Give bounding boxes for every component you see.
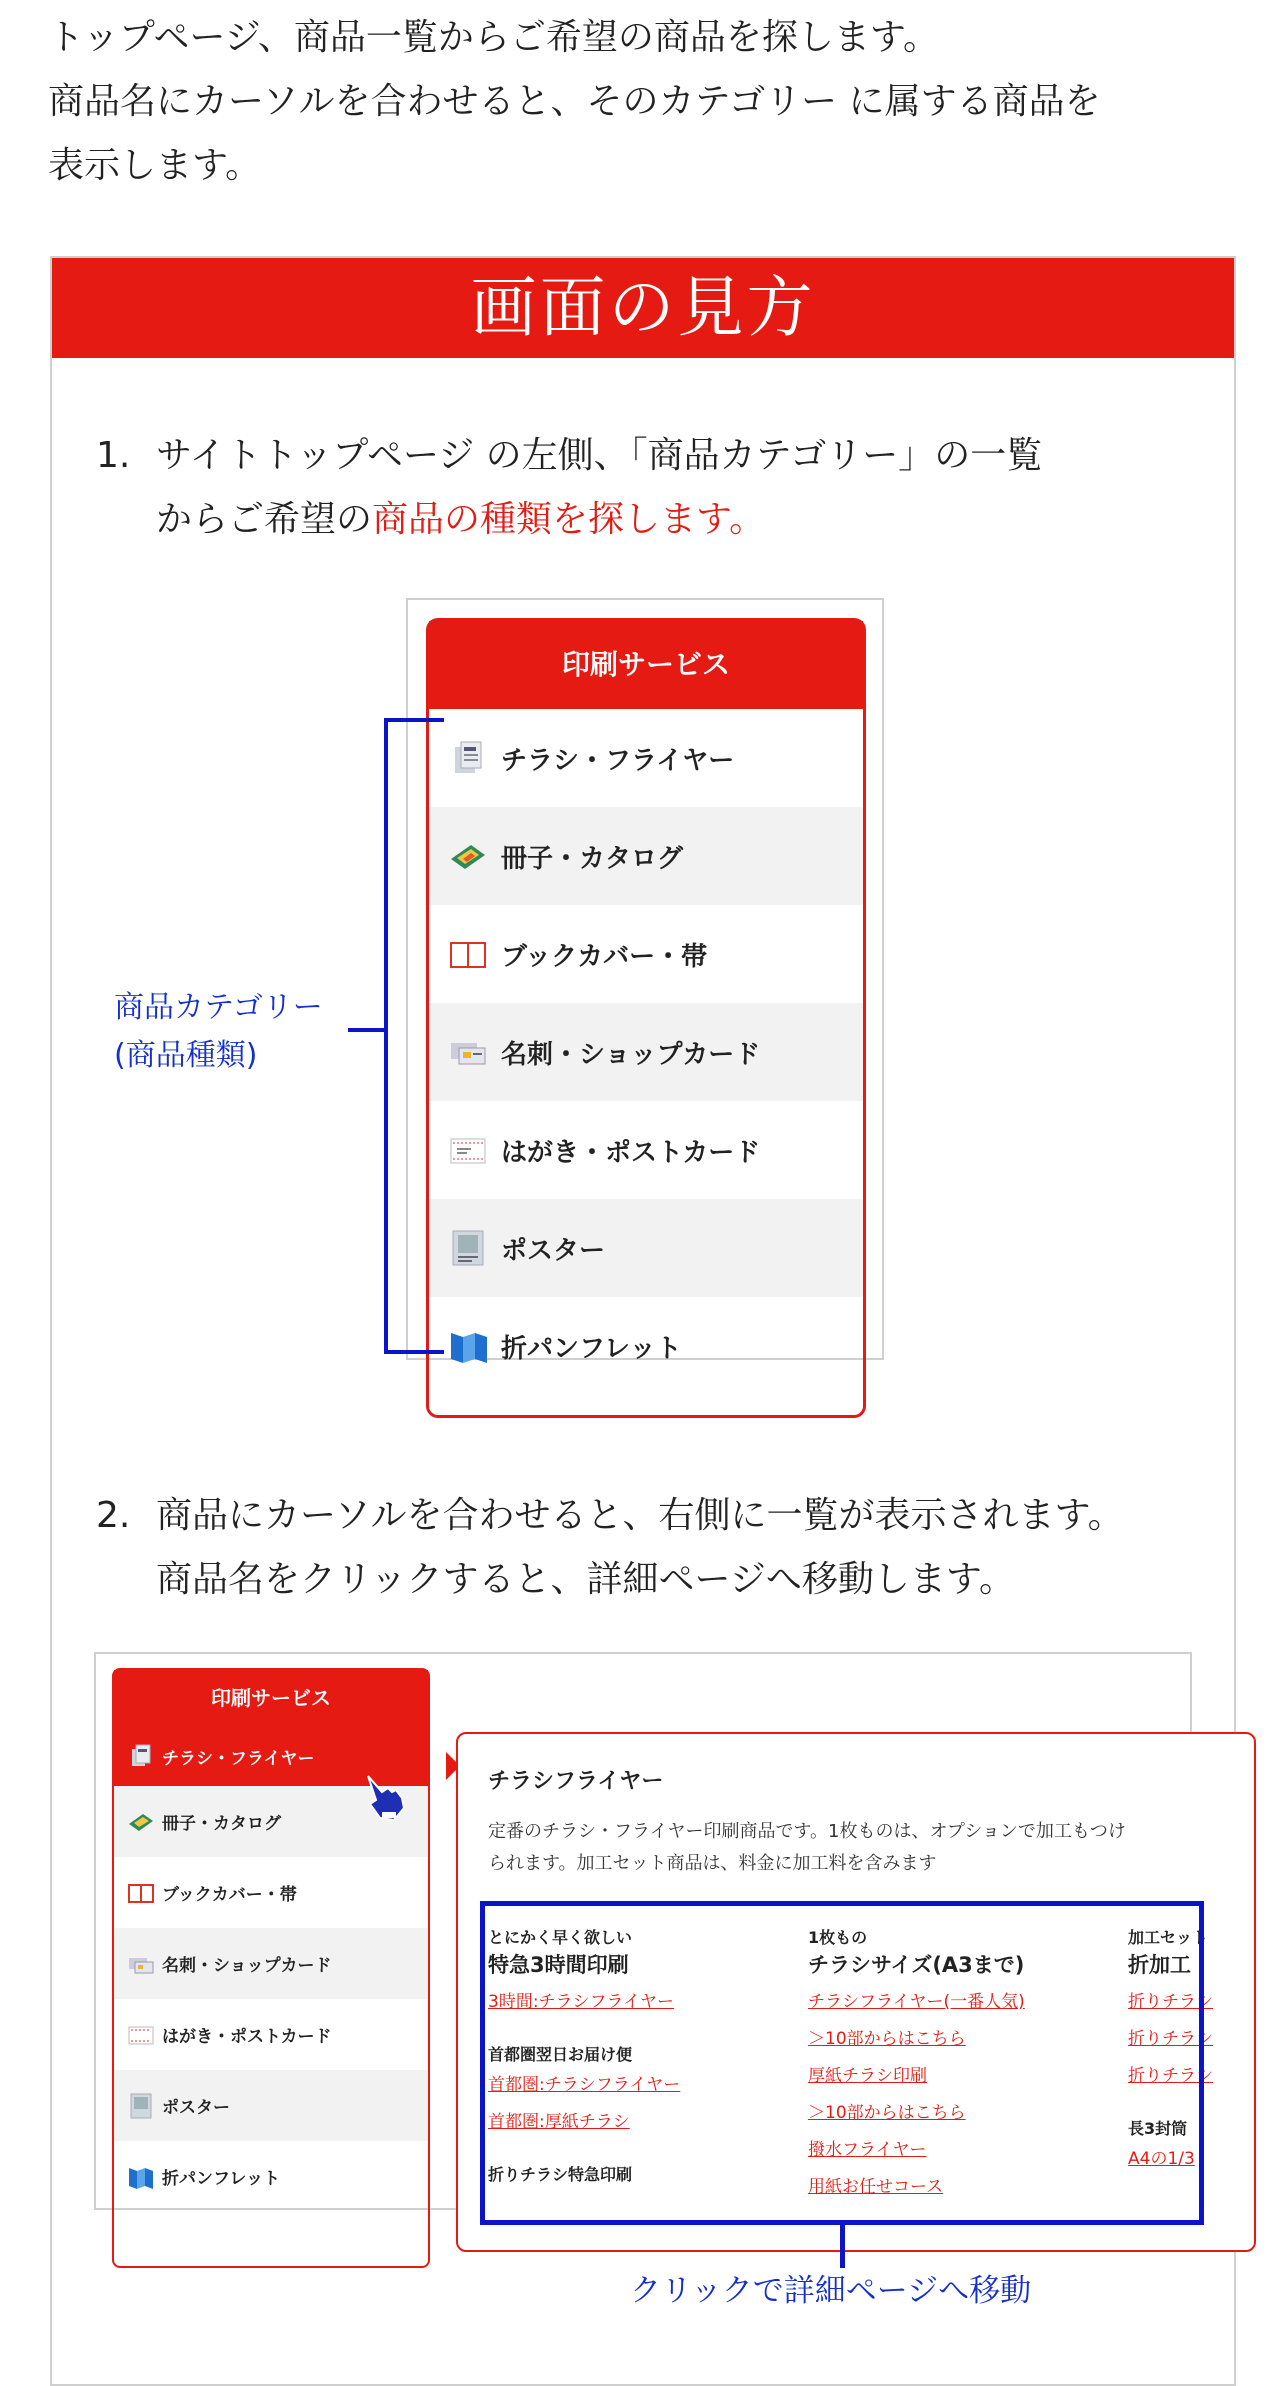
menu-item-booklet[interactable] [429,807,863,905]
column-subtitle: 1枚もの [808,1928,868,1947]
flyer-icon [449,739,487,777]
menu-item-label: はがき・ポストカード [162,2027,332,2047]
product-link[interactable]: 折りチラシ [1128,2029,1213,2049]
poster-icon [449,1229,487,1267]
booklet-icon [128,1809,154,1835]
column-subtitle: 加工セット [1128,1928,1209,1947]
detail-desc-line: 定番のチラシ・フライヤー印刷商品です。1枚ものは、オプションで加工もつけ [488,1821,1126,1842]
highlight-connector [840,2222,845,2268]
intro-line: トップページ、商品一覧からご希望の商品を探します。 [48,17,940,58]
product-link[interactable]: 厚紙チラシ印刷 [808,2066,927,2086]
step-1-line1: サイトトップページ の左側、「商品カテゴリー」の一覧 [156,435,1043,476]
menu-item-label: ポスター [501,1235,606,1266]
product-link[interactable]: 撥水フライヤー [808,2140,927,2160]
column-subtitle: 首都圏翌日お届け便 [488,2045,633,2064]
menu-item-label: 冊子・カタログ [501,843,684,874]
menu-item-label: 名刺・ショップカード [501,1039,761,1070]
menu-header: 印刷サービス [114,1670,428,1726]
menu-item-book-cover[interactable] [114,1857,428,1928]
product-link[interactable]: 首都圏:チラシフライヤー [488,2075,681,2095]
menu-item-label: 折パンフレット [162,2169,281,2189]
menu-item-label: ブックカバー・帯 [162,1885,297,1905]
menu-header: 印刷サービス [429,621,863,709]
pamphlet-icon [128,2164,154,2190]
pamphlet-icon [449,1327,487,1365]
intro-text [48,6,1101,198]
product-link[interactable]: 3時間:チラシフライヤー [488,1992,675,2012]
product-link[interactable]: 首都圏:厚紙チラシ [488,2112,630,2132]
product-link[interactable]: 用紙お任せコース [808,2177,944,2197]
menu-item-label: チラシ・フライヤー [162,1748,315,1769]
step-1-line2 [156,488,1042,552]
menu-item-postcard[interactable] [114,1999,428,2070]
step-1 [96,424,1042,552]
book-cover-icon [449,935,487,973]
menu-item-label: ブックカバー・帯 [501,941,708,972]
menu-item-pamphlet[interactable] [114,2141,428,2212]
step-1-highlight: 商品の種類を探します。 [372,499,766,540]
menu-item-business-card[interactable] [114,1928,428,1999]
category-label-line2: (商品種類) [114,1038,258,1073]
category-menu [426,618,866,1418]
detail-desc-line: られます。加工セット商品は、料金に加工料を含みます [488,1853,937,1874]
detail-title: チラシフライヤー [488,1769,664,1794]
menu-item-business-card[interactable] [429,1003,863,1101]
click-detail-label: クリックで詳細ページへ移動 [630,2273,1032,2309]
hand-cursor-icon [358,1768,418,1828]
book-cover-icon [128,1880,154,1906]
step-number: 2. [96,1495,131,1536]
business-card-icon [449,1033,487,1071]
product-list-highlight [480,1901,1204,2225]
detail-description [488,1816,1208,1880]
column-subtitle: 長3封筒 [1128,2119,1188,2138]
intro-line: 商品名にカーソルを合わせると、そのカテゴリー に属する商品を [48,81,1101,122]
menu-item-label: チラシ・フライヤー [501,745,735,776]
business-card-icon [128,1951,154,1977]
section-title: 画面の見方 [52,258,1234,358]
postcard-icon [128,2022,154,2048]
category-bracket [384,718,444,1354]
menu-item-label: 名刺・ショップカード [162,1956,332,1976]
menu-item-pamphlet[interactable] [429,1297,863,1395]
column-title: 特急3時間印刷 [488,1953,629,1977]
product-link[interactable]: 折りチラシ [1128,2066,1213,2086]
product-link[interactable]: ＞10部からはこちら [808,2103,966,2123]
flyer-icon [128,1743,154,1769]
menu-item-label: はがき・ポストカード [501,1137,761,1168]
category-label-line1: 商品カテゴリー [114,990,323,1025]
product-link[interactable]: A4の1/3 [1128,2149,1195,2169]
menu-item-poster[interactable] [114,2070,428,2141]
column-subtitle: 折りチラシ特急印刷 [488,2165,633,2184]
menu-item-postcard[interactable] [429,1101,863,1199]
step-2-line1: 商品にカーソルを合わせると、右側に一覧が表示されます。 [156,1495,1124,1536]
step-number: 1. [96,435,131,476]
product-link[interactable]: 折りチラシ [1128,1992,1213,2012]
postcard-icon [449,1131,487,1169]
category-menu [112,1668,430,2268]
step-1-plain: からご希望の [156,499,373,540]
intro-line: 表示します。 [48,145,262,186]
menu-item-label: ポスター [162,2098,230,2118]
booklet-icon [449,837,487,875]
poster-icon [128,2093,154,2119]
category-menu-screenshot [406,598,884,1364]
product-link[interactable]: ＞10部からはこちら [808,2029,966,2049]
product-link[interactable]: チラシフライヤー(一番人気) [808,1992,1025,2012]
column-subtitle: とにかく早く欲しい [488,1928,633,1947]
step-2-line2: 商品名をクリックすると、詳細ページへ移動します。 [156,1559,1015,1600]
menu-item-label: 折パンフレット [501,1333,682,1364]
bracket-connector [348,1028,386,1032]
menu-item-label: 冊子・カタログ [162,1814,281,1834]
menu-item-poster[interactable] [429,1199,863,1297]
step-2 [96,1484,1124,1612]
menu-item-book-cover[interactable] [429,905,863,1003]
category-label [114,984,323,1080]
column-title: 折加工 [1128,1953,1191,1977]
menu-item-flyer[interactable] [429,709,863,807]
column-title: チラシサイズ(A3まで) [808,1953,1025,1977]
